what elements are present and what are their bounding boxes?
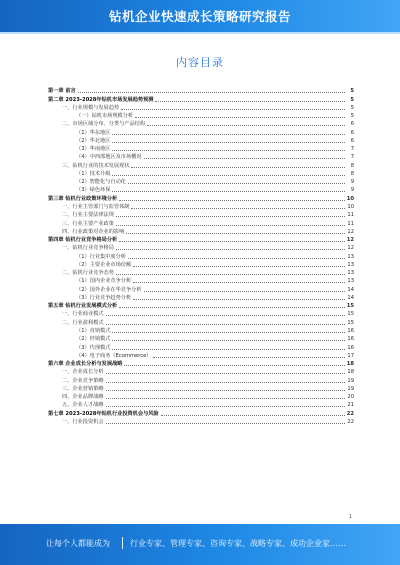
toc-dot-leader bbox=[106, 311, 345, 316]
toc-dot-leader bbox=[116, 270, 345, 275]
toc-entry-label: 一、行业规模与发展趋势 bbox=[62, 104, 120, 111]
toc-chapter-entry[interactable] bbox=[48, 301, 354, 309]
toc-entry-label: （1）直销模式 bbox=[76, 327, 111, 334]
toc-entry-label: （一）钻机市场规模分析 bbox=[76, 113, 134, 120]
toc-entry-label: （3）绿色环保 bbox=[76, 187, 111, 194]
toc-entry-label: （2）主要企业市场份额 bbox=[76, 261, 132, 268]
toc-entry-page: 22 bbox=[346, 410, 354, 417]
toc-entry-label: （4）电子商务（Ecommerce） bbox=[76, 352, 152, 359]
toc-entry-label: 第七章 2023-2028年钻机行业投资机会与风险 bbox=[48, 410, 159, 417]
toc-chapter-entry[interactable] bbox=[48, 408, 354, 416]
toc-entry-page: 6 bbox=[350, 121, 354, 128]
toc-entry-page: 15 bbox=[346, 303, 354, 310]
toc-entry-label: 二、行业主要法律法规 bbox=[62, 212, 114, 219]
toc-entry[interactable] bbox=[48, 351, 354, 359]
toc-entry-page: 14 bbox=[347, 286, 354, 293]
toc-entry-label: （3）行业竞争趋势分析 bbox=[76, 294, 132, 301]
toc-entry[interactable] bbox=[48, 334, 354, 342]
toc-dot-leader bbox=[155, 97, 345, 102]
toc-dot-leader bbox=[112, 146, 345, 151]
toc-entry-page: 11 bbox=[347, 212, 354, 219]
toc-dot-leader bbox=[119, 303, 345, 308]
toc-entry[interactable] bbox=[48, 227, 354, 235]
toc-entry[interactable] bbox=[48, 243, 354, 251]
toc-entry-page: 5 bbox=[350, 88, 354, 95]
toc-entry-page: 14 bbox=[347, 294, 354, 301]
toc-entry[interactable] bbox=[48, 218, 354, 226]
toc-entry[interactable] bbox=[48, 400, 354, 408]
toc-dot-leader bbox=[124, 361, 344, 366]
toc-entry-page: 12 bbox=[346, 237, 354, 244]
toc-entry[interactable] bbox=[48, 367, 354, 375]
toc-dot-leader bbox=[135, 113, 345, 118]
toc-dot-leader bbox=[116, 212, 345, 217]
toc-entry-page: 15 bbox=[347, 311, 354, 318]
toc-dot-leader bbox=[119, 237, 345, 242]
footer-slogan: 让每个人都能成为 bbox=[46, 539, 110, 548]
toc-entry-page: 5 bbox=[350, 104, 354, 111]
toc-dot-leader bbox=[133, 278, 345, 283]
toc-entry-label: 二、企业竞争策略 bbox=[62, 377, 104, 384]
toc-entry-page: 5 bbox=[350, 96, 354, 103]
toc-entry[interactable] bbox=[48, 293, 354, 301]
toc-chapter-entry[interactable] bbox=[48, 94, 354, 102]
toc-entry[interactable] bbox=[48, 317, 354, 325]
toc-dot-leader bbox=[106, 402, 345, 407]
toc-dot-leader bbox=[78, 88, 345, 93]
toc-chapter-entry[interactable] bbox=[48, 86, 354, 94]
toc-entry-page: 21 bbox=[347, 402, 354, 409]
toc-entry-page: 13 bbox=[347, 270, 354, 277]
toc-dot-leader bbox=[112, 138, 345, 143]
toc-dot-leader bbox=[131, 163, 345, 168]
toc-entry[interactable] bbox=[48, 384, 354, 392]
toc-dot-leader bbox=[106, 394, 345, 399]
toc-entry-page: 17 bbox=[347, 352, 354, 359]
toc-dot-leader bbox=[126, 229, 345, 234]
header-accent-line bbox=[0, 32, 400, 34]
toc-entry-page: 11 bbox=[347, 220, 354, 227]
toc-entry-label: 第二章 2023-2028年钻机市场发展趋势预测 bbox=[48, 96, 154, 103]
toc-entry-label: （1）华东地区 bbox=[76, 129, 111, 136]
toc-entry-page: 8 bbox=[350, 170, 354, 177]
toc-entry-label: （2）国外企业在华竞争分析 bbox=[76, 286, 142, 293]
toc-entry-label: （3）华南地区 bbox=[76, 146, 111, 153]
toc-entry-label: 第六章 企业成长分析与发展战略 bbox=[48, 361, 123, 368]
toc-dot-leader bbox=[133, 262, 345, 267]
toc-entry[interactable] bbox=[48, 268, 354, 276]
toc-entry[interactable] bbox=[48, 144, 354, 152]
toc-entry-label: 第一章 前言 bbox=[48, 88, 76, 95]
toc-dot-leader bbox=[147, 121, 345, 126]
toc-chapter-entry[interactable] bbox=[48, 193, 354, 201]
toc-entry-label: 一、行业商业模式 bbox=[62, 311, 104, 318]
toc-dot-leader bbox=[133, 295, 345, 300]
toc-entry-label: 第三章 钻机行业政策环境分析 bbox=[48, 195, 118, 202]
toc-entry-label: 一、行业投资机会 bbox=[62, 418, 104, 425]
toc-entry-page: 19 bbox=[347, 377, 354, 384]
toc-entry-page: 18 bbox=[347, 369, 354, 376]
toc-entry-page: 22 bbox=[347, 418, 354, 425]
toc-entry[interactable] bbox=[48, 375, 354, 383]
toc-entry[interactable] bbox=[48, 284, 354, 292]
toc-entry[interactable] bbox=[48, 111, 354, 119]
report-title: 钻机企业快速成长策略研究报告 bbox=[108, 9, 291, 24]
toc-dot-leader bbox=[112, 187, 345, 192]
toc-entry-label: 一、企业成长分析 bbox=[62, 369, 104, 376]
toc-dot-leader bbox=[131, 204, 345, 209]
toc-entry-label: 二、行业盈利模式 bbox=[62, 319, 104, 326]
toc-entry-label: （2）华北地区 bbox=[76, 137, 111, 144]
toc-entry-label: 三、企业营销策略 bbox=[62, 385, 104, 392]
toc-entry[interactable] bbox=[48, 309, 354, 317]
toc-dot-leader bbox=[116, 245, 345, 250]
toc-entry-label: 五、企业人才战略 bbox=[62, 402, 104, 409]
toc-entry-label: （3）代理模式 bbox=[76, 344, 111, 351]
toc-entry[interactable] bbox=[48, 260, 354, 268]
toc-entry-page: 12 bbox=[347, 245, 354, 252]
footer-divider bbox=[122, 537, 123, 549]
toc-dot-leader bbox=[106, 378, 345, 383]
toc-entry[interactable] bbox=[48, 251, 354, 259]
toc-dot-leader bbox=[121, 105, 345, 110]
toc-entry-page: 6 bbox=[350, 129, 354, 136]
table-of-contents bbox=[48, 86, 354, 425]
toc-chapter-entry[interactable] bbox=[48, 359, 354, 367]
toc-entry-page: 16 bbox=[347, 336, 354, 343]
toc-entry-page: 12 bbox=[347, 228, 354, 235]
toc-entry-label: 四、企业品牌战略 bbox=[62, 394, 104, 401]
toc-dot-leader bbox=[106, 419, 345, 424]
toc-dot-leader bbox=[112, 171, 345, 176]
toc-dot-leader bbox=[144, 154, 345, 159]
toc-entry[interactable] bbox=[48, 177, 354, 185]
toc-entry-label: （1）技术升级 bbox=[76, 170, 111, 177]
toc-dot-leader bbox=[128, 254, 345, 259]
toc-dot-leader bbox=[116, 221, 345, 226]
toc-entry-page: 13 bbox=[347, 261, 354, 268]
toc-entry[interactable] bbox=[48, 160, 354, 168]
toc-entry-page: 10 bbox=[346, 195, 354, 202]
toc-entry[interactable] bbox=[48, 276, 354, 284]
toc-entry-label: （4）中西部地区及市场概况 bbox=[76, 154, 142, 161]
toc-entry-label: 第五章 钻机行业发展模式分析 bbox=[48, 303, 118, 310]
toc-entry[interactable] bbox=[48, 127, 354, 135]
toc-dot-leader bbox=[153, 353, 345, 358]
toc-entry-label: 二、钻机行业竞争态势 bbox=[62, 270, 114, 277]
toc-dot-leader bbox=[106, 320, 345, 325]
toc-entry-page: 13 bbox=[347, 278, 354, 285]
footer-tagline: 行业专家、管理专家、咨询专家、战略专家、成功企业家…… bbox=[130, 539, 346, 548]
toc-entry-label: （2）智能化与自动化 bbox=[76, 179, 126, 186]
toc-dot-leader bbox=[161, 411, 345, 416]
toc-chapter-entry[interactable] bbox=[48, 235, 354, 243]
page-header bbox=[0, 0, 400, 34]
toc-entry-page: 10 bbox=[347, 203, 354, 210]
toc-entry-label: 一、行业主管部门与监管体制 bbox=[62, 203, 130, 210]
toc-dot-leader bbox=[112, 345, 345, 350]
toc-entry-label: 二、市场区域分布、分类与产品结构 bbox=[62, 121, 146, 128]
toc-entry-label: （1）行业集中度分析 bbox=[76, 253, 126, 260]
toc-entry-page: 16 bbox=[347, 327, 354, 334]
toc-entry-label: （2）经销模式 bbox=[76, 336, 111, 343]
toc-heading: 内容目录 bbox=[176, 56, 224, 69]
toc-entry-label: 一、钻机行业竞争格局 bbox=[62, 245, 114, 252]
toc-entry[interactable] bbox=[48, 326, 354, 334]
toc-entry-label: 第四章 钻机行业竞争格局分析 bbox=[48, 237, 118, 244]
toc-entry[interactable] bbox=[48, 202, 354, 210]
toc-entry[interactable] bbox=[48, 152, 354, 160]
toc-entry-page: 6 bbox=[350, 137, 354, 144]
toc-entry-page: 7 bbox=[350, 146, 354, 153]
toc-entry-page: 15 bbox=[347, 319, 354, 326]
toc-entry-page: 16 bbox=[347, 344, 354, 351]
toc-entry[interactable] bbox=[48, 417, 354, 425]
toc-entry-label: （1）国内企业竞争分析 bbox=[76, 278, 132, 285]
toc-entry-page: 9 bbox=[350, 187, 354, 194]
page-number: 1 bbox=[348, 514, 352, 520]
toc-entry-page: 9 bbox=[350, 179, 354, 186]
toc-entry[interactable] bbox=[48, 185, 354, 193]
toc-entry-page: 5 bbox=[350, 113, 354, 120]
toc-entry-page: 19 bbox=[347, 385, 354, 392]
toc-entry-page: 7 bbox=[350, 154, 354, 161]
toc-entry-page: 8 bbox=[350, 162, 354, 169]
toc-entry-page: 20 bbox=[347, 394, 354, 401]
toc-entry-page: 18 bbox=[346, 361, 354, 368]
toc-entry[interactable] bbox=[48, 210, 354, 218]
toc-dot-leader bbox=[112, 336, 345, 341]
toc-dot-leader bbox=[112, 328, 345, 333]
toc-entry[interactable] bbox=[48, 342, 354, 350]
page-footer bbox=[0, 524, 400, 565]
toc-dot-leader bbox=[106, 386, 345, 391]
toc-entry[interactable] bbox=[48, 136, 354, 144]
toc-dot-leader bbox=[106, 369, 345, 374]
toc-dot-leader bbox=[112, 130, 345, 135]
toc-dot-leader bbox=[128, 179, 345, 184]
toc-entry-label: 三、行业主要产业政策 bbox=[62, 220, 114, 227]
toc-entry-label: 三、钻机行业的技术发展现状 bbox=[62, 162, 130, 169]
toc-entry[interactable] bbox=[48, 119, 354, 127]
toc-entry[interactable] bbox=[48, 169, 354, 177]
toc-dot-leader bbox=[119, 196, 345, 201]
toc-entry-page: 13 bbox=[347, 253, 354, 260]
toc-dot-leader bbox=[144, 287, 345, 292]
toc-entry[interactable] bbox=[48, 392, 354, 400]
toc-entry[interactable] bbox=[48, 103, 354, 111]
toc-entry-label: 四、行业政策对企业的影响 bbox=[62, 228, 125, 235]
